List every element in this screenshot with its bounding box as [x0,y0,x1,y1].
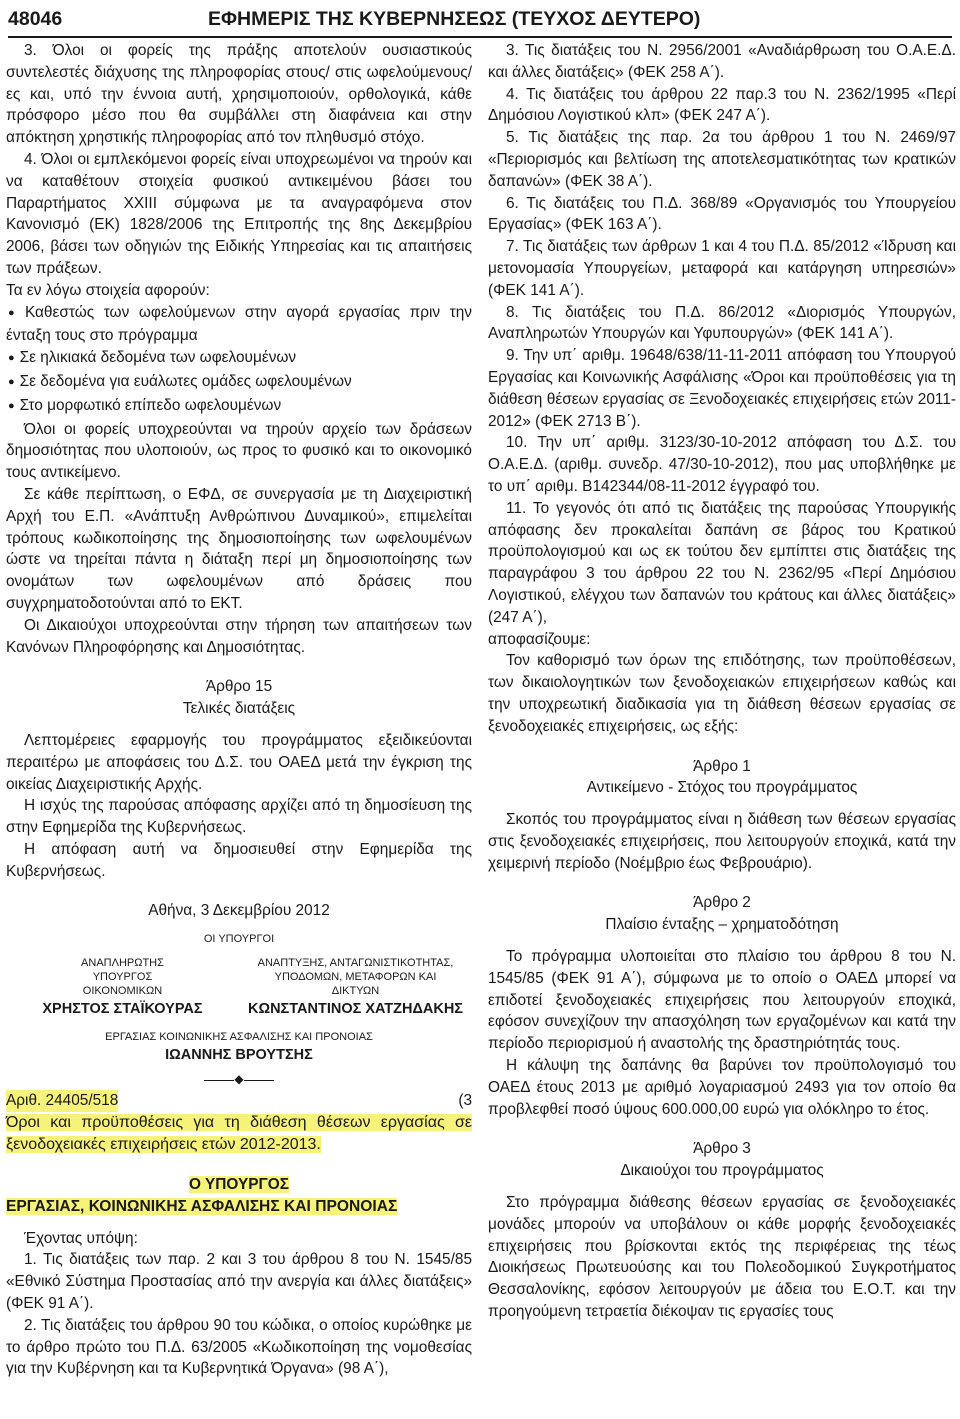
article-3-title: Δικαιούχοι του προγράμματος [620,1162,824,1180]
article-2-paragraph: Η κάλυψη της δαπάνης θα βαρύνει τον προϋπολογισμό του ΟΑΕΔ έτους 2013 με αριθμό λογαριασμού 2493 για τον οποίο θα προβλεφθεί ποσό ύψους 600.000,00 ευρώ για ολόκληρο το έτος. [488,1057,956,1118]
legal-basis-item: 5. Τις διατάξεις της παρ. 2α του άρθρου 1 του Ν. 2469/97 «Περιορισμός και βελτίωση της αποτελεσματικότητας των κρατικών δαπανών» (ΦΕΚ 38 Α΄). [488,129,956,190]
legal-basis-item: 3. Τις διατάξεις του Ν. 2956/2001 «Αναδιάρθρωση του Ο.Α.Ε.Δ. και άλλες διατάξεις» (ΦΕΚ 258 Α΄). [488,42,956,81]
article-1-paragraph: Σκοπός του προγράμματος είναι η διάθεση των θέσεων εργασίας στις ξενοδοχειακές επιχειρήσεις, που λειτουργούν εποχικά, κατά την χειμερινή περίοδο (Νοέμβριο έως Φεβρουάριο). [488,811,956,872]
article-15-paragraph: Η απόφαση αυτή να δημοσιευθεί στην Εφημερίδα της Κυβερνήσεως. [6,840,472,880]
place-date: Αθήνα, 3 Δεκεμβρίου 2012 [148,902,330,920]
rules-paragraph: Οι Δικαιούχοι υποχρεούνται στην τήρηση των απαιτήσεων των Κανόνων Πληροφόρησης και Δημοσιότητας. [6,616,472,656]
article-15-heading: Άρθρο 15 [205,678,273,696]
divider-ornament: ◆ [6,1070,472,1088]
bullet-item: ● Καθεστώς των ωφελούμενων στην αγορά εργασίας πριν την ένταξη τους στο πρόγραμμα [6,302,472,348]
bullet-item: ● Σε δεδομένα για ευάλωτες ομάδες ωφελουμένων [6,371,472,395]
ministers-label: ΟΙ ΥΠΟΥΡΓΟΙ [203,933,275,946]
legal-basis-item: 9. Την υπ΄ αριθμ. 19648/638/11-11-2011 απόφαση του Υπουργού Εργασίας και Κοινωνικής Ασφάλισης «Όροι και προϋποθέσεις για τη διάθεση θέσεων εργασίας σε Ξενοδοχειακές επιχειρήσεις ετών 2011-2012» (ΦΕΚ 2713 Β΄). [488,347,956,430]
decision-ref: (3 [458,1092,472,1110]
legal-basis-item: 1. Τις διατάξεις των παρ. 2 και 3 του άρθρου 8 του Ν. 1545/85 «Εθνικό Σύστημα Προστασίας από την ανεργία και άλλες διατάξεις» (ΦΕΚ 91 Α΄). [6,1251,472,1313]
decision-number-row [6,1090,472,1112]
having-regard: Έχοντας υπόψη: [24,1229,138,1247]
paragraph-4: 4. Όλοι οι εμπλεκόμενοι φορείς είναι υποχρεωμένοι να τηρούν και να καταθέτουν στοιχεία φυσικού αντικειμένου βάσει του Παραρτήματος XXIII σύμφωνα με τα αναγραφόμενα στον Κανονισμό (ΕΚ) 1828/2006 της Επιτροπής της 8ης Δεκεμβρίου 2006, βάσει των οδηγιών της Ειδικής Υπηρεσίας και τις απαιτήσεις των πράξεων. [6,150,472,277]
article-15-title: Τελικές διατάξεις [182,700,296,718]
archive-paragraph: Όλοι οι φορείς υποχρεούνται να τηρούν αρχείο των δράσεων δημοσιότητας που υλοποιούν, ως προς το φυσικό και το οικονομικό τους αντικείμενο. [6,420,472,482]
article-3-paragraph: Στο πρόγραμμα διάθεσης θέσεων εργασίας σε ξενοδοχειακές μονάδες μπορούν να υποβάλουν οι κάθε μορφής ξενοδοχειακές επιχειρήσεις που βρίσκονται εκτός της περιφέρειας της τέως Διοικήσεως Πρωτευούσης και του Πολεοδομικού Συγκροτήματος Θεσσαλονίκης, εφόσον λειτουργούν με άδεια του Ε.Ο.Τ. και την προηγούμενη τετραετία διέκοψαν τις εργασίες τους [488,1194,956,1321]
define-paragraph: Τον καθορισμό των όρων της επιδότησης, των προϋποθέσεων, των δικαιολογητικών των ξενοδοχειακών επιχειρήσεων καθώς και την υποχρεωτική διαδικασία για τη διάθεση θέσεων εργασίας σε ξενοδοχειακές επιχειρήσεις, ως εξής: [488,652,956,735]
legal-basis-item: 10. Την υπ΄ αριθμ. 3123/30-10-2012 απόφαση του Δ.Σ. του Ο.Α.Ε.Δ. (αριθμ. συνεδρ. 47/30-10-2012), που μας υποβλήθηκε με το υπ΄ αριθμ. Β142344/08-11-2012 έγγραφό του. [488,434,956,495]
ministry-title: ΕΡΓΑΣΙΑΣ, ΚΟΙΝΩΝΙΚΗΣ ΑΣΦΑΛΙΣΗΣ ΚΑΙ ΠΡΟΝΟΙΑΣ [6,1197,398,1215]
bullet-item: ● Σε ηλικιακά δεδομένα των ωφελουμένων [6,347,472,371]
gazette-title: ΕΦΗΜΕΡΙΣ ΤΗΣ ΚΥΒΕΡΝΗΣΕΩΣ (ΤΕΥΧΟΣ ΔΕΥΤΕΡΟ) [208,8,701,30]
article-15-paragraph: Η ισχύς της παρούσας απόφασης αρχίζει από τη δημοσίευση της στην Εφημερίδα της Κυβερνήσεως. [6,797,472,837]
signatures-row [6,956,472,1020]
legal-basis-item: 4. Τις διατάξεις του άρθρου 22 παρ.3 του Ν. 2362/1995 «Περί Δημόσιου Λογιστικού κλπ» (ΦΕΚ 247 Α΄). [488,85,956,125]
article-2-title: Πλαίσιο ένταξης – χρηματοδότηση [605,916,839,934]
decision-number: Αριθ. 24405/518 [6,1090,118,1112]
minister-role: ΕΡΓΑΣΙΑΣ ΚΟΙΝΩΝΙΚΗΣ ΑΣΦΑΛΙΣΗΣ ΚΑΙ ΠΡΟΝΟΙΑΣ [105,1031,373,1044]
minister-name: ΙΩΑΝΝΗΣ ΒΡΟΥΤΣΗΣ [165,1047,313,1064]
decision-title: Όροι και προϋποθέσεις για τη διάθεση θέσεων εργασίας σε ξενοδοχειακές επιχειρήσεις ετών 2012-2013. [6,1114,472,1154]
signature-block [239,956,472,1020]
decide-label: αποφασίζουμε: [488,630,591,648]
legal-basis-item: 8. Τις διατάξεις του Π.Δ. 86/2012 «Διορισμός Υπουργών, Αναπληρωτών Υπουργών και Υφυπουργών» (ΦΕΚ 141 Α΄). [488,303,956,343]
paragraph-3: 3. Όλοι οι φορείς της πράξης αποτελούν ουσιαστικούς συντελεστές διάχυσης της πληροφορίας στους/ στις ωφελούμενους/ες και, υπό την έννοια αυτή, χρησιμοποιούν, ορθολογικά, κάθε πρόσφορο μέσο που θα συμβάλλει στη διαφάνεια και στην απόκτηση χρηστικής πληροφορίας από τον πληθυσμό στόχο. [6,42,472,147]
page-number: 48046 [8,8,63,30]
left-column [6,40,472,1380]
bullet-item: ● Στο μορφωτικό επίπεδο ωφελουμένων [6,395,472,419]
minister-name: ΚΩΝΣΤΑΝΤΙΝΟΣ ΧΑΤΖΗΔΑΚΗΣ [247,1001,464,1018]
signature-block [6,956,239,1020]
article-1-title: Αντικείμενο - Στόχος του προγράμματος [586,779,858,797]
article-3-heading: Άρθρο 3 [693,1140,751,1158]
efd-paragraph: Σε κάθε περίπτωση, ο ΕΦΔ, σε συνεργασία με τη Διαχειριστική Αρχή του Ε.Π. «Ανάπτυξη Ανθρώπινου Δυναμικού», επιμελείται τρόπους κωδικοποίησης της δημοσιοποίησης των ωφελουμένων ώστε να τηρείται πάντα η διάταξη περί μη δημοσιοποίησης των ονομάτων των ωφελουμένων από δράσεις που συγχρηματοδοτούνται από το ΕΚΤ. [6,485,472,612]
legal-basis-item: 2. Τις διατάξεις του άρθρου 90 του κώδικα, ο οποίος κυρώθηκε με το άρθρο πρώτο του Π.Δ. 63/2005 «Κωδικοποίηση της νομοθεσίας για την Κυβέρνηση και τα Κυβερνητικά Όργανα» (98 Α΄), [6,1316,472,1378]
article-2-heading: Άρθρο 2 [693,894,751,912]
minister-role: ΑΝΑΠΤΥΞΗΣ, ΑΝΤΑΓΩΝΙΣΤΙΚΟΤΗΤΑΣ, ΥΠΟΔΟΜΩΝ, ΜΕΤΑΦΟΡΩΝ ΚΑΙ ΔΙΚΤΥΩΝ [257,957,454,998]
minister-role: ΑΝΑΠΛΗΡΩΤΗΣ ΥΠΟΥΡΓΟΣ ΟΙΚΟΝΟΜΙΚΩΝ [81,957,164,998]
page-header [8,0,952,38]
article-1-heading: Άρθρο 1 [693,757,751,775]
legal-basis-item: 6. Τις διατάξεις του Π.Δ. 368/89 «Οργανισμός του Υπουργείου Εργασίας» (ΦΕΚ 163 Α΄). [488,194,956,234]
data-intro: Τα εν λόγω στοιχεία αφορούν: [6,281,210,299]
minister-title: Ο ΥΠΟΥΡΓΟΣ [189,1176,289,1194]
legal-basis-item: 11. Το γεγονός ότι από τις διατάξεις της παρούσας Υπουργικής απόφασης δεν προκαλείται δαπάνη σε βάρος του Κρατικού προϋπολογισμού και ως εκ τούτου δεν εμπίπτει στις διατάξεις της παραγράφου 3 του άρθρου 22 του Ν. 2362/95 «Περί Δημόσιου Λογιστικού, ελέγχου των δαπανών του κράτους και άλλες διατάξεις» (247 Α΄), [488,499,956,626]
minister-name: ΧΡΗΣΤΟΣ ΣΤΑΪΚΟΥΡΑΣ [42,1001,203,1018]
article-2-paragraph: Το πρόγραμμα υλοποιείται στο πλαίσιο του άρθρου 8 του Ν. 1545/85 (ΦΕΚ 91 Α΄), σύμφωνα με το οποίο ο ΟΑΕΔ μπορεί να επιδοτεί ξενοδοχειακές επιχειρήσεις που λειτουργούν εποχικά, εφόσον συνεχίζουν την απασχόληση των εργαζομένων και κατά την περίοδο περιορισμού ή αναστολής της δραστηριότητάς τους. [488,948,956,1053]
article-15-paragraph: Λεπτομέρειες εφαρμογής του προγράμματος εξειδικεύονται περαιτέρω με αποφάσεις του Δ.Σ. του ΟΑΕΔ μετά την έγκριση της οικείας Διαχειριστικής Αρχής. [6,731,472,793]
legal-basis-item: 7. Τις διατάξεις των άρθρων 1 και 4 του Π.Δ. 85/2012 «Ίδρυση και μετονομασία Υπουργείων, μεταφορά και κατάργηση υπηρεσιών» (ΦΕΚ 141 Α΄). [488,238,956,299]
right-column [488,40,956,1323]
